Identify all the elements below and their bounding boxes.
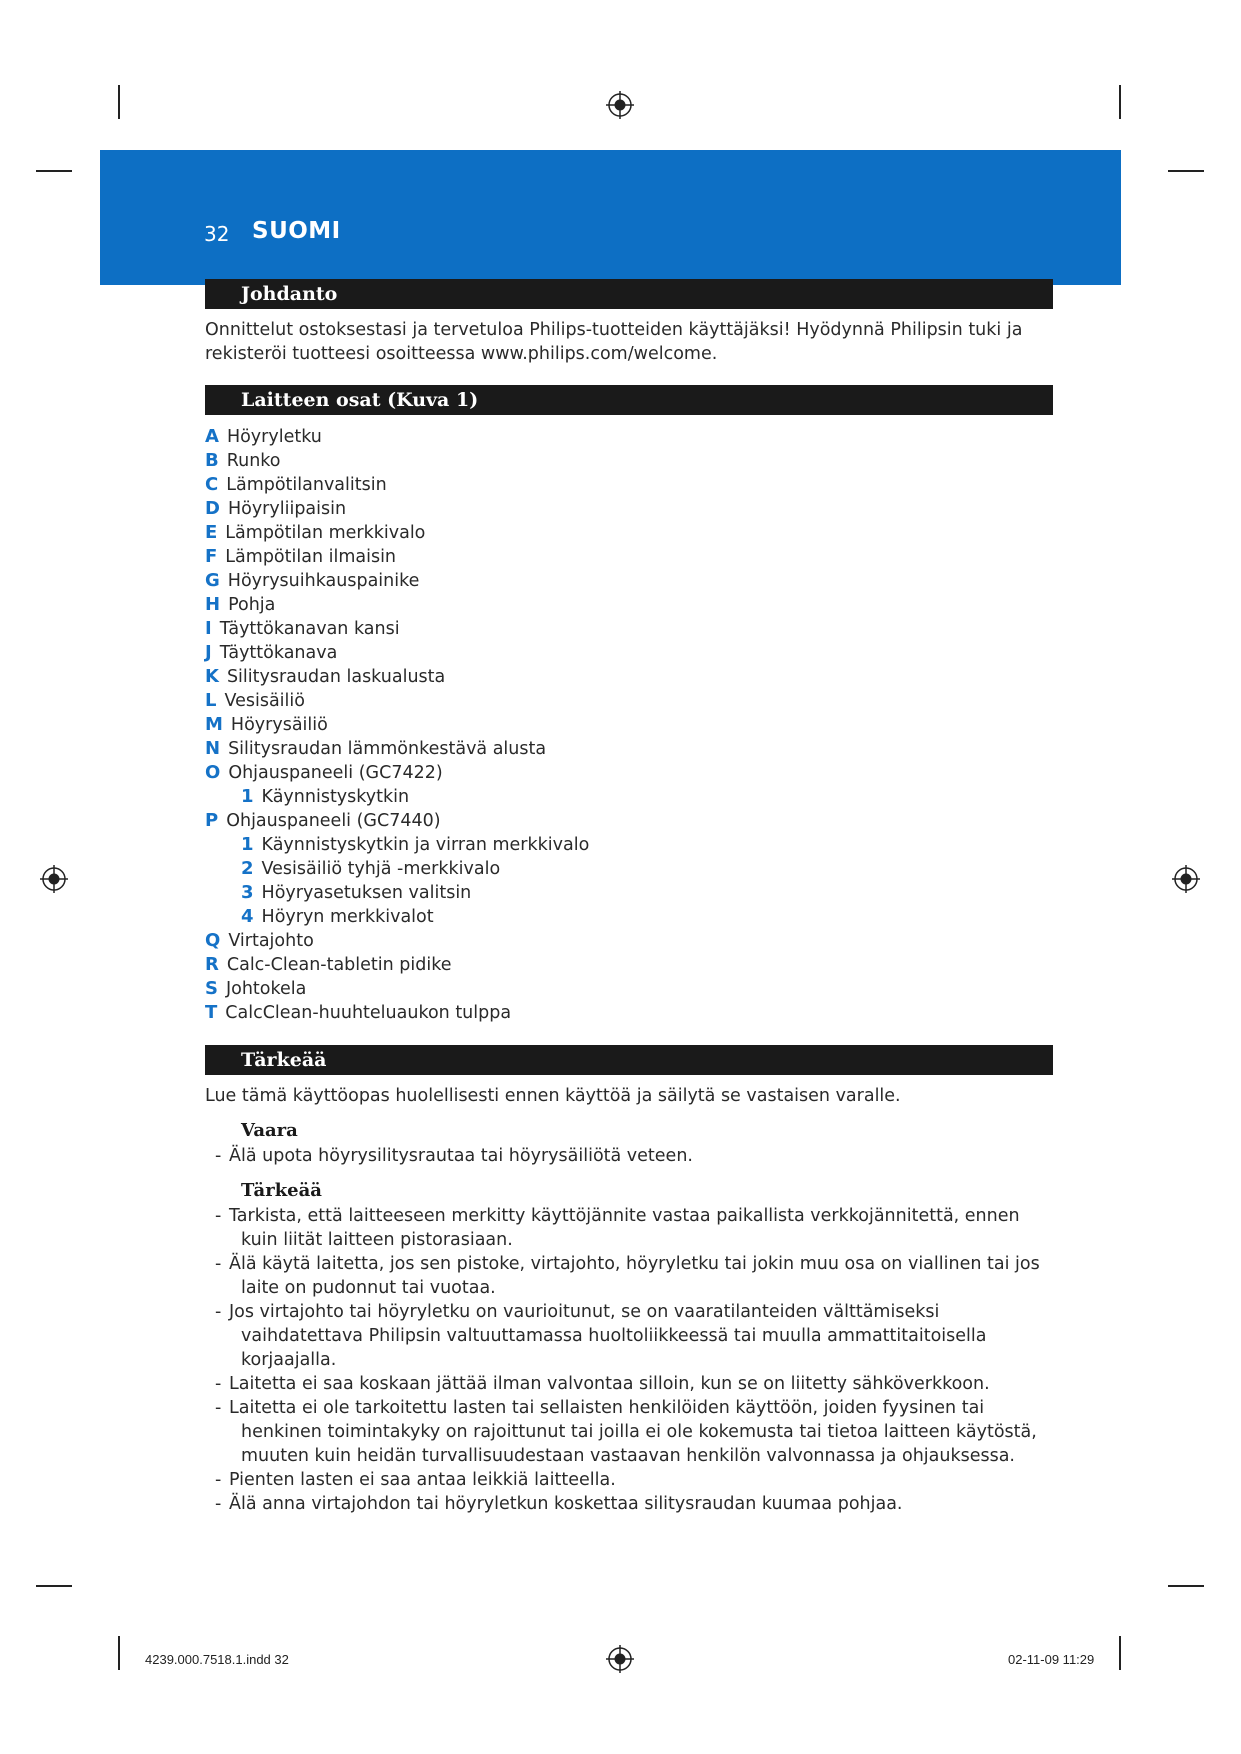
part-label: Pohja [228,595,276,615]
list-item-sub [205,857,589,881]
part-letter: I [205,618,212,639]
list-item: - Jos virtajohto tai höyryletku on vaurioitunut, se on vaaratilanteiden välttämiseksi vaihdatettava Philipsin valtuuttamassa huoltoliikkeessä tai muulla ammattitaitoisella korjaajalla. [215,1302,987,1370]
list-item [205,929,589,953]
list-item-sub [205,881,589,905]
list-item [205,641,589,665]
part-label: Vesisäiliö tyhjä -merkkivalo [261,859,501,879]
list-item-sub [205,905,589,929]
crop-mark [118,85,120,119]
part-label: Höyrysäiliö [230,715,328,735]
part-letter: O [205,762,221,783]
part-number: 4 [241,906,254,927]
page-number: 32 [204,222,230,246]
list-item [205,497,589,521]
bullet-text: Laitetta ei saa koskaan jättää ilman valvontaa silloin, kun se on liitetty sähköverkkoon. [229,1374,990,1394]
list-item-sub [205,833,589,857]
part-letter: G [205,570,220,591]
list-item [205,713,589,737]
list-item: - Älä upota höyrysilitysrautaa tai höyrysäiliötä veteen. [215,1146,693,1166]
part-label: Höyryasetuksen valitsin [261,883,472,903]
list-item: - Pienten lasten ei saa antaa leikkiä laitteella. [215,1470,616,1490]
part-label: Höyryliipaisin [227,499,347,519]
intro-line: rekisteröi tuotteesi osoitteessa www.philips.com/welcome. [205,344,718,364]
crop-mark [36,1585,72,1587]
part-letter: L [205,690,217,711]
part-label: Lämpötilanvalitsin [226,475,387,495]
crop-mark [1119,1636,1121,1670]
important-heading: Tärkeää [241,1180,322,1201]
bullet-text: Älä käytä laitetta, jos sen pistoke, virtajohto, höyryletku tai jokin muu osa on viallinen tai jos laite on pudonnut tai vuotaa. [229,1254,1040,1298]
list-item-sub [205,785,589,809]
list-item [205,569,589,593]
part-letter: F [205,546,218,567]
list-item [205,977,589,1001]
list-item [205,521,589,545]
intro-line: Onnittelut ostoksestasi ja tervetuloa Philips-tuotteiden käyttäjäksi! Hyödynnä Philipsin tuki ja [205,320,1023,340]
section-heading-intro-label: Johdanto [241,283,338,305]
bullet-text: Tarkista, että laitteeseen merkitty käyttöjännite vastaa paikallista verkkojännitettä, ennen kuin liität laitteen pistorasiaan. [229,1206,1020,1250]
list-item [205,425,589,449]
part-label: Höyryn merkkivalot [261,907,434,927]
danger-heading: Vaara [241,1120,298,1141]
bullet-text: Jos virtajohto tai höyryletku on vaurioitunut, se on vaaratilanteiden välttämiseksi vaihdatettava Philipsin valtuuttamassa huoltoliikkeessä tai muulla ammattitaitoisella korjaajalla. [229,1302,987,1370]
part-label: Vesisäiliö [224,691,305,711]
part-number: 1 [241,834,254,855]
part-label: Ohjauspaneeli (GC7440) [226,811,441,831]
part-label: Täyttökanavan kansi [219,619,400,639]
part-number: 2 [241,858,254,879]
date-slug: 02-11-09 11:29 [1008,1652,1095,1667]
part-label: Höyryletku [226,427,322,447]
registration-mark-icon [606,91,634,119]
registration-mark-icon [1172,865,1200,893]
part-letter: E [205,522,218,543]
part-number: 1 [241,786,254,807]
part-letter: A [205,426,219,447]
part-label: Runko [226,451,281,471]
part-label: Virtajohto [228,931,314,951]
part-letter: H [205,594,221,615]
part-letter: N [205,738,221,759]
bullet-text: Älä upota höyrysilitysrautaa tai höyrysäiliötä veteen. [229,1146,693,1166]
part-letter: C [205,474,219,495]
part-letter: B [205,450,219,471]
list-item [205,473,589,497]
part-letter: T [205,1002,218,1023]
part-letter: M [205,714,223,735]
part-letter: R [205,954,219,975]
part-label: Lämpötilan merkkivalo [225,523,426,543]
part-number: 3 [241,882,254,903]
registration-mark-icon [40,865,68,893]
registration-mark-icon [606,1645,634,1673]
danger-list [215,1144,1055,1168]
part-label: Johtokela [225,979,307,999]
important-list [215,1204,1055,1516]
part-letter: D [205,498,220,519]
section-heading-important [205,1045,1053,1075]
part-letter: K [205,666,219,687]
list-item [205,689,589,713]
bullet-text: Älä anna virtajohdon tai höyryletkun koskettaa silitysraudan kuumaa pohjaa. [229,1494,903,1514]
list-item: - Tarkista, että laitteeseen merkitty käyttöjännite vastaa paikallista verkkojännitettä, ennen kuin liität laitteen pistorasiaan. [215,1206,1020,1250]
part-label: Lämpötilan ilmaisin [225,547,397,567]
crop-mark [1168,170,1204,172]
part-letter: S [205,978,218,999]
section-heading-parts-label: Laitteen osat (Kuva 1) [241,389,479,411]
crop-mark [118,1636,120,1670]
part-label: Käynnistyskytkin ja virran merkkivalo [261,835,590,855]
list-item: - Älä käytä laitetta, jos sen pistoke, virtajohto, höyryletku tai jokin muu osa on viallinen tai jos laite on pudonnut tai vuotaa. [215,1254,1040,1298]
part-label: Höyrysuihkauspainike [227,571,420,591]
list-item [205,593,589,617]
part-label: Ohjauspaneeli (GC7422) [228,763,443,783]
part-label: Käynnistyskytkin [261,787,410,807]
list-item [205,809,589,833]
section-heading-parts [205,385,1053,415]
part-letter: P [205,810,219,831]
crop-mark [36,170,72,172]
list-item [205,449,589,473]
list-item [205,761,589,785]
list-item [205,617,589,641]
intro-paragraph [205,318,1065,366]
list-item [205,545,589,569]
important-intro: Lue tämä käyttöopas huolellisesti ennen käyttöä ja säilytä se vastaisen varalle. [205,1086,901,1106]
parts-list [205,425,589,1025]
list-item: - Älä anna virtajohdon tai höyryletkun koskettaa silitysraudan kuumaa pohjaa. [215,1494,903,1514]
list-item [205,665,589,689]
crop-mark [1119,85,1121,119]
part-label: CalcClean-huuhteluaukon tulppa [225,1003,512,1023]
part-label: Täyttökanava [219,643,338,663]
bullet-text: Laitetta ei ole tarkoitettu lasten tai sellaisten henkilöiden käyttöön, joiden fyysinen tai henkinen toimintakyky on rajoittunut tai joilla ei ole kokemusta tai tietoa laitteen käytöstä, muuten kuin heidän turvallisuudestaan vastaavan henkilön valvonnassa ja ohjauksessa. [229,1398,1037,1466]
list-item: - Laitetta ei saa koskaan jättää ilman valvontaa silloin, kun se on liitetty sähköverkkoon. [215,1374,990,1394]
part-label: Silitysraudan lämmönkestävä alusta [228,739,547,759]
language-title: SUOMI [252,218,341,244]
crop-mark [1168,1585,1204,1587]
bullet-text: Pienten lasten ei saa antaa leikkiä laitteella. [229,1470,616,1490]
list-item [205,953,589,977]
file-slug: 4239.000.7518.1.indd 32 [145,1652,289,1667]
section-heading-important-label: Tärkeää [241,1049,327,1071]
part-label: Calc-Clean-tabletin pidike [226,955,452,975]
list-item [205,737,589,761]
list-item [205,1001,589,1025]
list-item: - Laitetta ei ole tarkoitettu lasten tai sellaisten henkilöiden käyttöön, joiden fyysinen tai henkinen toimintakyky on rajoittunut tai joilla ei ole kokemusta tai tietoa laitteen käytöstä, muuten kuin heidän turvallisuudestaan vastaavan henkilön valvonnassa ja ohjauksessa. [215,1398,1037,1466]
part-label: Silitysraudan laskualusta [226,667,446,687]
section-heading-intro [205,279,1053,309]
part-letter: Q [205,930,221,951]
part-letter: J [205,642,212,663]
